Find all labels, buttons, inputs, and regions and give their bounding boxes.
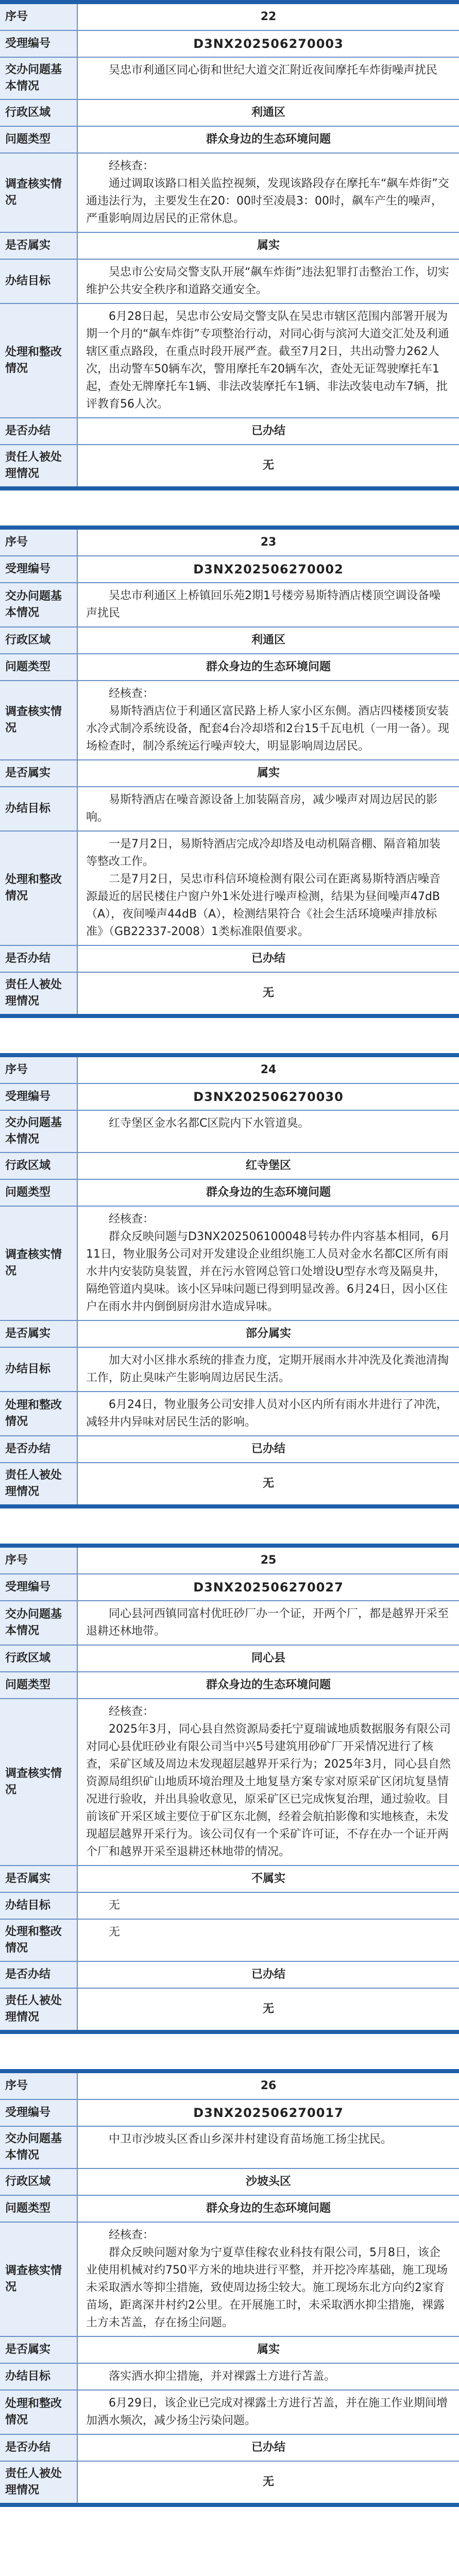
row-accountability — [0, 2462, 459, 2503]
row-district — [0, 1153, 459, 1180]
field-value: 群众身边的生态环境问题 — [206, 1679, 331, 1691]
field-value: 利通区 — [251, 634, 285, 647]
field-value — [78, 787, 459, 831]
field-label: 行政区域 — [0, 100, 78, 126]
field-label: 交办问题基本情况 — [0, 58, 78, 99]
field-value: 23 — [260, 536, 277, 549]
field-label: 交办问题基本情况 — [0, 1601, 78, 1645]
row-district — [0, 2169, 459, 2196]
row-district — [0, 628, 459, 654]
field-label: 是否办结 — [0, 418, 78, 444]
field-value: 已办结 — [251, 425, 285, 437]
row-rectify — [0, 2391, 459, 2435]
field-label: 处理和整改情况 — [0, 1392, 78, 1435]
field-label: 受理编号 — [0, 2100, 78, 2126]
field-label: 行政区域 — [0, 2169, 78, 2195]
paragraph: 通过调取该路口相关监控视频，发现该路段存在摩托车“飙车炸街”交通违法行为，主要发生在20：00时至凌晨3：00时，飙车产生的噪声，严重影响周边居民的正常休息。 — [86, 177, 449, 225]
field-label: 是否办结 — [0, 946, 78, 972]
case-table — [0, 526, 459, 1018]
field-value: 不属实 — [251, 1872, 285, 1885]
field-value — [78, 2364, 459, 2389]
row-goal — [0, 787, 459, 832]
paragraph: 6月29日，该企业已完成对裸露土方进行苫盖，并在施工作业期间增加洒水频次，减少扬尘污染问题。 — [86, 2397, 448, 2427]
field-label: 行政区域 — [0, 1646, 78, 1671]
field-value: 已办结 — [251, 1443, 285, 1455]
paragraph: 一是7月2日，易斯特酒店完成冷却塔及电动机隔音棚、隔音箱加装等整改工作。 — [86, 838, 440, 868]
field-value — [78, 1601, 459, 1645]
row-issue-desc — [0, 1601, 459, 1646]
field-label: 调查核实情况 — [0, 154, 78, 232]
field-value: D3NX202506270017 — [193, 2106, 344, 2120]
field-label: 是否办结 — [0, 2435, 78, 2461]
row-rectify — [0, 1920, 459, 1962]
field-value: 已办结 — [251, 2441, 285, 2454]
row-issue-desc — [0, 58, 459, 100]
row-issue-desc — [0, 1111, 459, 1153]
case-table — [0, 0, 459, 490]
field-value: 无 — [262, 1477, 274, 1490]
paragraph: 经核查： — [109, 1705, 155, 1718]
field-value: 群众身边的生态环境问题 — [206, 133, 331, 146]
field-value — [78, 154, 459, 232]
field-value: 同心县 — [251, 1652, 285, 1665]
field-label: 办结目标 — [0, 2364, 78, 2389]
row-case-no — [0, 556, 459, 583]
field-label: 受理编号 — [0, 1574, 78, 1600]
row-issue-type — [0, 1180, 459, 1207]
paragraph: 无 — [109, 1899, 121, 1912]
paragraph: 经核查： — [109, 1213, 155, 1226]
field-label: 问题类型 — [0, 654, 78, 680]
row-goal — [0, 2364, 459, 2391]
field-value: D3NX202506270003 — [193, 37, 344, 51]
field-label: 是否属实 — [0, 1866, 78, 1892]
row-rectify — [0, 1392, 459, 1436]
field-label: 处理和整改情况 — [0, 304, 78, 417]
field-value: 利通区 — [251, 106, 285, 119]
row-verify — [0, 2223, 459, 2337]
field-label: 序号 — [0, 4, 78, 30]
field-value: 24 — [260, 1063, 277, 1076]
row-seq — [0, 530, 459, 556]
field-label: 办结目标 — [0, 1893, 78, 1919]
field-value: 无 — [262, 987, 274, 999]
row-closed — [0, 418, 459, 445]
row-issue-type — [0, 127, 459, 154]
field-value: 已办结 — [251, 1968, 285, 1981]
paragraph: 吴忠市利通区同心街和世纪大道交汇附近夜间摩托车炸街噪声扰民 — [109, 64, 438, 77]
field-label: 序号 — [0, 1548, 78, 1573]
row-issue-type — [0, 1672, 459, 1699]
case-card — [0, 1053, 459, 1509]
field-label: 受理编号 — [0, 556, 78, 582]
case-card — [0, 2069, 459, 2507]
field-label: 问题类型 — [0, 1672, 78, 1698]
row-confirmed — [0, 760, 459, 787]
field-label: 办结目标 — [0, 260, 78, 303]
field-label: 是否办结 — [0, 1962, 78, 1988]
field-label: 调查核实情况 — [0, 681, 78, 759]
paragraph: 红寺堡区金水名都C区院内下水管道臭。 — [109, 1117, 310, 1130]
row-rectify — [0, 832, 459, 946]
field-label: 办结目标 — [0, 1348, 78, 1391]
field-label: 调查核实情况 — [0, 1699, 78, 1865]
row-seq — [0, 1548, 459, 1574]
field-label: 是否属实 — [0, 760, 78, 786]
case-table — [0, 1544, 459, 2034]
field-label: 处理和整改情况 — [0, 2391, 78, 2434]
field-value — [78, 1207, 459, 1320]
field-label: 责任人被处理情况 — [0, 1463, 78, 1504]
field-label: 交办问题基本情况 — [0, 2127, 78, 2168]
paragraph: 中卫市沙坡头区香山乡深井村建设育苗场施工扬尘扰民。 — [109, 2133, 393, 2146]
field-label: 处理和整改情况 — [0, 1920, 78, 1961]
row-accountability — [0, 973, 459, 1014]
field-value: 已办结 — [251, 952, 285, 965]
field-value — [78, 2223, 459, 2336]
row-confirmed — [0, 1866, 459, 1893]
paragraph: 易斯特酒店位于利通区富民路上桥人家小区东侧。酒店四楼楼顶安装水冷式制冷系统设备，配套4台冷却塔和2台15千瓦电机（一用一备）。现场检查时，制冷系统运行噪声较大，明显影响周边居民。 — [86, 705, 449, 753]
row-confirmed — [0, 2337, 459, 2364]
paragraph: 无 — [109, 1926, 121, 1939]
paragraph: 加大对小区排水系统的排查力度，定期开展雨水井冲洗及化粪池清掏工作，防止臭味产生影响周边居民生活。 — [86, 1354, 449, 1384]
row-seq — [0, 4, 459, 31]
row-closed — [0, 1436, 459, 1463]
row-case-no — [0, 1574, 459, 1601]
field-value — [78, 681, 459, 759]
row-district — [0, 100, 459, 127]
paragraph: 群众反映问题对象为宁夏草佳稼农业科技有限公司，5月8日，该企业使用机械对约750平方米的地块进行平整，并开挖冷库基础，施工现场未采取洒水等抑尘措施，致使周边扬尘较大。施工现场东北方向约2家育苗场，距离深井村约2公里。在开展施工时，未采取洒水抑尘措施，裸露土方未苫盖，存在扬尘问题。 — [86, 2246, 448, 2329]
row-case-no — [0, 1084, 459, 1111]
field-label: 问题类型 — [0, 2196, 78, 2222]
row-issue-type — [0, 654, 459, 681]
field-label: 受理编号 — [0, 31, 78, 57]
case-table — [0, 1053, 459, 1509]
row-accountability — [0, 1989, 459, 2030]
field-label: 办结目标 — [0, 787, 78, 831]
field-label: 受理编号 — [0, 1084, 78, 1110]
row-rectify — [0, 304, 459, 418]
field-value — [78, 1392, 459, 1435]
field-value — [78, 304, 459, 417]
row-verify — [0, 1699, 459, 1866]
paragraph: 6月28日起，吴忠市公安局交警支队在吴忠市辖区范围内部署开展为期一个月的“飙车炸街”专项整治行动，对同心街与滨河大道交汇处及利通辖区重点路段，在重点时段开展严查。截至7月2日，共出动警力262人次，出动警车50辆车次，警用摩托车20辆车次，查处无证驾驶摩托车1起，查处无牌摩托车1辆、非法改装摩托车1辆、非法改装电动车7辆，批评教育56人次。 — [86, 310, 449, 411]
field-label: 调查核实情况 — [0, 2223, 78, 2336]
paragraph: 经核查： — [109, 687, 155, 700]
case-table — [0, 2069, 459, 2507]
row-closed — [0, 946, 459, 973]
field-value: 属实 — [257, 239, 280, 252]
field-value: 无 — [262, 2003, 274, 2015]
paragraph: 吴忠市公安局交警支队开展“飙车炸街”违法犯罪打击整治工作，切实维护公共安全秩序和道路交通安全。 — [86, 266, 449, 296]
field-label: 调查核实情况 — [0, 1207, 78, 1320]
field-value — [78, 2391, 459, 2434]
field-label: 交办问题基本情况 — [0, 583, 78, 626]
row-closed — [0, 1962, 459, 1989]
paragraph: 6月24日，物业服务公司安排人员对小区内所有雨水井进行了冲洗，减轻井内异味对居民生活的影响。 — [86, 1398, 448, 1429]
row-verify — [0, 681, 459, 760]
field-label: 是否属实 — [0, 2337, 78, 2363]
field-label: 责任人被处理情况 — [0, 1989, 78, 2030]
field-value — [78, 1920, 459, 1961]
paragraph: 2025年3月，同心县自然资源局委托宁夏瑞诚地质数据服务有限公司对同心县优旺砂业有限公司当中兴5号建筑用砂矿厂开采情况进行了核查，采矿区域及周边未发现超层越界开采行为；2025年3月，同心县自然资源局组织矿山地质环境治理及土地复垦方案专家对原采矿区闭坑复垦情况进行验收，并出具验收意见，原采矿区已完成恢复治理，通过验收。目前该矿开采区域主要位于矿区东北侧，经着会航拍影像和实地核查，未发现超层越界开采行为。该公司仅有一个采矿许可证，不存在办一个证开两个厂和越界开采至退耕还林地带的情况。 — [86, 1723, 451, 1858]
paragraph: 吴忠市利通区上桥镇回乐苑2期1号楼旁易斯特酒店楼顶空调设备噪声扰民 — [86, 589, 440, 620]
field-label: 是否属实 — [0, 233, 78, 259]
row-goal — [0, 1348, 459, 1392]
row-accountability — [0, 445, 459, 486]
case-card — [0, 1544, 459, 2034]
field-value: 属实 — [257, 2343, 280, 2356]
field-label: 责任人被处理情况 — [0, 973, 78, 1014]
field-label: 交办问题基本情况 — [0, 1111, 78, 1152]
row-goal — [0, 1893, 459, 1920]
field-label: 责任人被处理情况 — [0, 445, 78, 486]
field-value: 部分属实 — [245, 1327, 291, 1340]
field-label: 是否属实 — [0, 1321, 78, 1347]
case-card — [0, 0, 459, 490]
field-value — [78, 58, 459, 99]
field-label: 行政区域 — [0, 1153, 78, 1179]
paragraph: 同心县河西镇同富村优旺砂厂办一个证，开两个厂，都是越界开采至退耕还林地带。 — [86, 1607, 449, 1638]
field-value: 无 — [262, 459, 274, 472]
field-value — [78, 1348, 459, 1391]
field-value: 25 — [260, 1554, 277, 1567]
paragraph: 二是7月2日，吴忠市科信环境检测有限公司在距离易斯特酒店噪音源最近的居民楼住户窗户外1米处进行噪声检测，结果为昼间噪声47dB（A），夜间噪声44dB（A），检测结果符合《社会生活环境噪声排放标准》（GB22337-2008）1类标准限值要求。 — [86, 873, 440, 938]
row-confirmed — [0, 233, 459, 260]
field-label: 序号 — [0, 530, 78, 555]
row-issue-desc — [0, 2127, 459, 2169]
field-value: 无 — [262, 2476, 274, 2488]
row-goal — [0, 260, 459, 304]
field-label: 问题类型 — [0, 1180, 78, 1206]
field-label: 行政区域 — [0, 628, 78, 653]
row-district — [0, 1646, 459, 1672]
field-label: 是否办结 — [0, 1436, 78, 1462]
field-value: D3NX202506270030 — [193, 1090, 344, 1104]
row-verify — [0, 1207, 459, 1321]
paragraph: 易斯特酒店在噪音源设备上加装隔音房，减少噪声对周边居民的影响。 — [86, 793, 438, 824]
field-value — [78, 2127, 459, 2168]
field-value: 群众身边的生态环境问题 — [206, 660, 331, 673]
row-case-no — [0, 2100, 459, 2127]
field-label: 处理和整改情况 — [0, 832, 78, 945]
row-issue-desc — [0, 583, 459, 628]
paragraph: 群众反映问题与D3NX202506100048号转办件内容基本相同，6月11日，物业服务公司对开发建设企业组织施工人员对金水名都C区所有雨水井内安装防臭装置，并在污水管网总管口处增设U型存水弯及隔臭井，隔绝管道内臭味。该小区异味问题已得到明显改善。6月24日，因小区住户在雨水井内倒倒厨房泔水造成异味。 — [86, 1230, 450, 1313]
field-value — [78, 1893, 459, 1919]
case-card — [0, 526, 459, 1018]
row-seq — [0, 1057, 459, 1084]
field-value: 属实 — [257, 767, 280, 779]
row-accountability — [0, 1463, 459, 1504]
row-verify — [0, 154, 459, 233]
field-value — [78, 583, 459, 626]
field-value: 群众身边的生态环境问题 — [206, 2202, 331, 2215]
row-closed — [0, 2435, 459, 2462]
field-value: 22 — [260, 10, 277, 23]
row-seq — [0, 2073, 459, 2100]
row-confirmed — [0, 1321, 459, 1348]
field-value — [78, 1699, 459, 1865]
field-value — [78, 832, 459, 945]
paragraph: 经核查： — [109, 160, 155, 173]
row-issue-type — [0, 2196, 459, 2223]
field-value — [78, 260, 459, 303]
field-label: 问题类型 — [0, 127, 78, 152]
field-value — [78, 1111, 459, 1152]
field-label: 序号 — [0, 1057, 78, 1083]
paragraph: 落实洒水抑尘措施，并对裸露土方进行苫盖。 — [109, 2370, 336, 2383]
field-value: 群众身边的生态环境问题 — [206, 1186, 331, 1199]
field-label: 责任人被处理情况 — [0, 2462, 78, 2503]
field-value: D3NX202506270027 — [193, 1580, 344, 1595]
field-value: 沙坡头区 — [245, 2175, 291, 2188]
paragraph: 经核查： — [109, 2229, 155, 2242]
field-value: D3NX202506270002 — [193, 562, 344, 577]
field-value: 红寺堡区 — [245, 1159, 291, 1172]
field-label: 序号 — [0, 2073, 78, 2099]
field-value: 26 — [260, 2079, 277, 2092]
row-case-no — [0, 31, 459, 58]
